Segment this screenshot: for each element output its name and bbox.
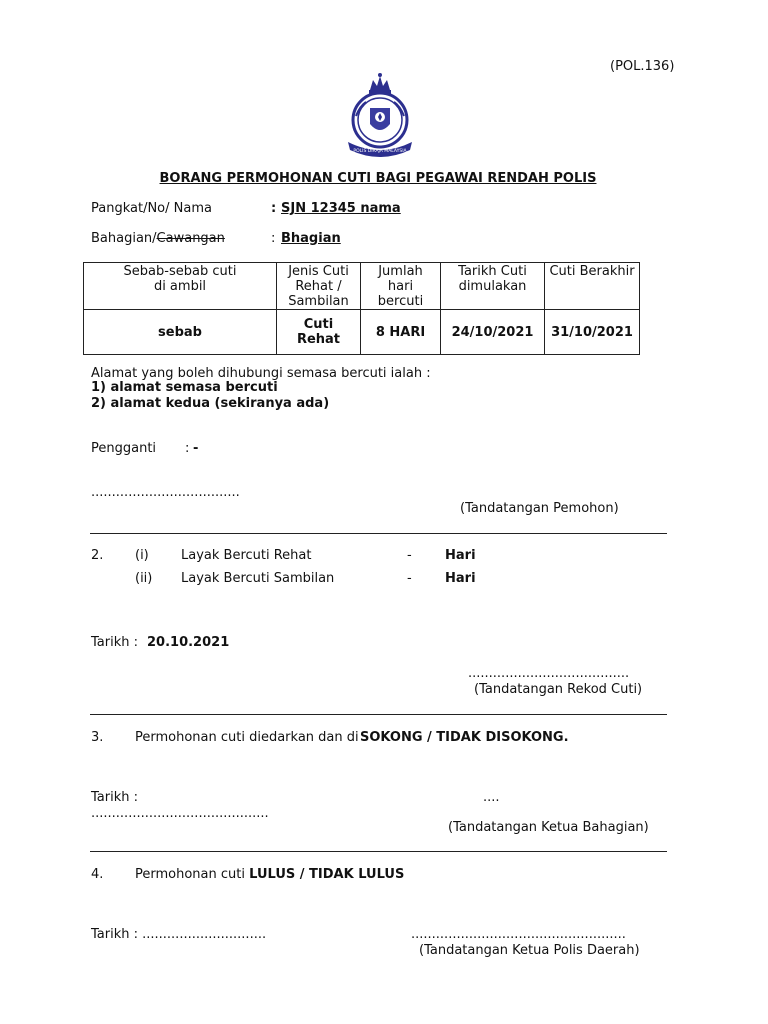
form-code: (POL.136) [610,59,675,74]
applicant-signature-caption: (Tandatangan Pemohon) [460,501,619,516]
address-line-1: 1) alamat semasa bercuti [91,380,278,395]
section-4-text: Permohonan cuti [135,867,245,882]
table-row [84,310,640,355]
header-leave-type: Jenis Cuti Rehat / Sambilan [277,263,361,310]
leave-record-signature-line: ....................................... [468,666,630,681]
cell-total-days: 8 HARI [361,310,441,355]
cell-end-date: 31/10/2021 [545,310,640,355]
entitlement-index: (i) [135,548,149,563]
table-header-row [84,263,640,310]
section-4-date-label: Tarikh : .............................. [91,927,267,942]
section-2-date-value: 20.10.2021 [147,635,230,650]
section-3-number: 3. [91,730,104,745]
section-2-number: 2. [91,548,104,563]
address-line-2: 2) alamat kedua (sekiranya ada) [91,396,330,411]
cell-leave-type: Cuti Rehat [277,310,361,355]
entitlement-unit: Hari [445,548,476,563]
divider [90,714,667,715]
department-value: Bhagian [281,231,341,246]
entitlement-label: Layak Bercuti Rehat [181,548,312,563]
header-start-date: Tarikh Cuti dimulakan [441,263,545,310]
entitlement-dash: - [407,571,412,586]
police-crest-logo [340,72,420,160]
divider [90,851,667,852]
leave-record-signature-caption: (Tandatangan Rekod Cuti) [474,682,643,697]
section-3-date-label: Tarikh : [91,790,138,805]
entitlement-unit: Hari [445,571,476,586]
section-4-decision: LULUS / TIDAK LULUS [249,867,405,882]
department-colon: : [271,231,276,246]
district-chief-signature-line: .................................................... [411,927,626,942]
entitlement-dash: - [407,548,412,563]
cell-reason: sebab [84,310,277,355]
section-2-date-label: Tarikh : [91,635,138,650]
department-head-signature-caption: (Tandatangan Ketua Bahagian) [448,820,649,835]
replacement-label: Pengganti [91,441,157,456]
section-3-short-dots: .... [483,790,500,805]
address-intro: Alamat yang boleh dihubungi semasa bercuti ialah : [91,366,431,381]
section-3-decision: SOKONG / TIDAK DISOKONG. [360,730,569,745]
rank-label: Pangkat/No/ Nama [91,201,212,216]
divider [90,533,667,534]
applicant-signature-line: .................................... [91,485,240,500]
header-total-days: Jumlah hari bercuti [361,263,441,310]
branch-label-struck: Cawangan [156,231,225,246]
section-4-text-container [135,867,404,882]
district-chief-signature-caption: (Tandatangan Ketua Polis Daerah) [419,943,640,958]
header-reason: Sebab-sebab cuti di ambil [84,263,277,310]
section-3-date-line: ........................................... [91,806,269,821]
replacement-colon: : [185,441,190,456]
leave-table [83,262,640,355]
section-4-number: 4. [91,867,104,882]
entitlement-label: Layak Bercuti Sambilan [181,571,335,586]
form-title: BORANG PERMOHONAN CUTI BAGI PEGAWAI RENDAH POLIS [159,171,597,186]
rank-value: SJN 12345 nama [281,201,401,216]
replacement-value: - [193,441,199,456]
section-3-text: Permohonan cuti diedarkan dan di [135,730,359,745]
svg-text:POLIS DIRAJA MALAYSIA: POLIS DIRAJA MALAYSIA [353,149,407,154]
cell-start-date: 24/10/2021 [441,310,545,355]
rank-colon: : [271,201,277,216]
department-label: Bahagian/Cawangan [91,231,225,246]
entitlement-index: (ii) [135,571,153,586]
header-end-date: Cuti Berakhir [545,263,640,310]
